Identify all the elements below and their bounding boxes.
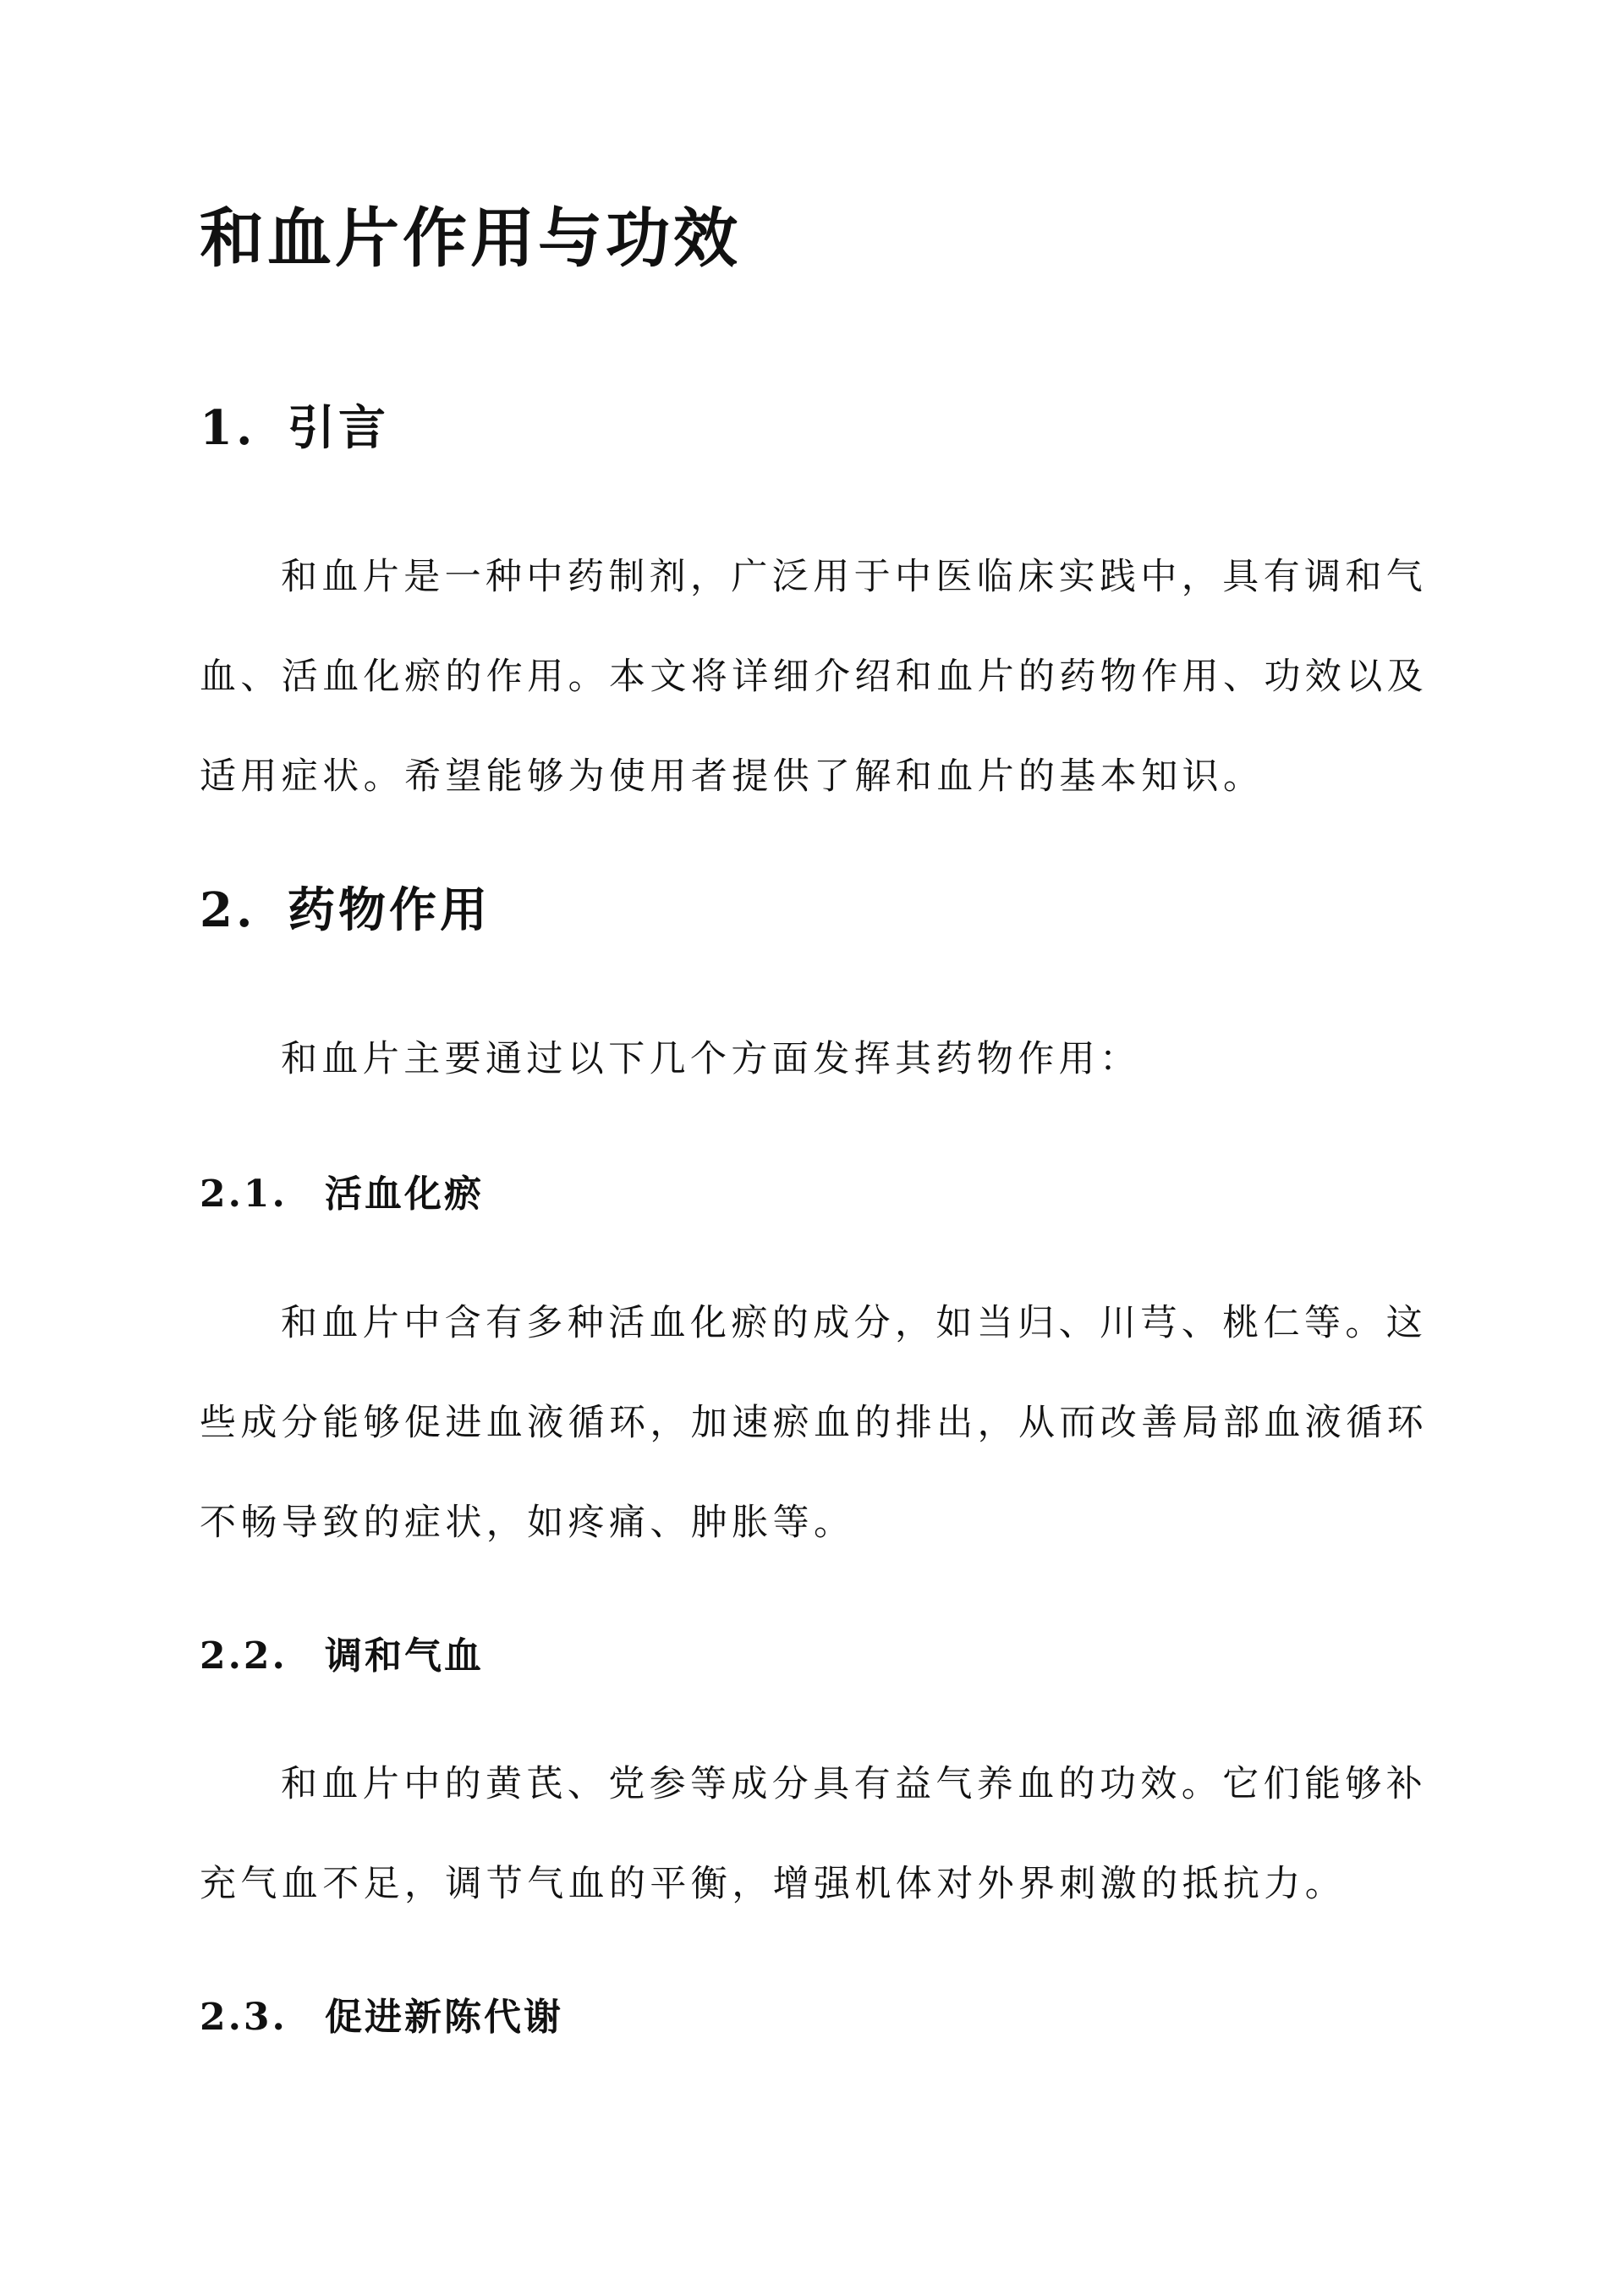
subsection-heading-metabolism	[200, 1991, 563, 2045]
section-number: 2.	[200, 882, 256, 938]
subsection-number: 2.2.	[200, 1634, 288, 1678]
drug-action-intro-paragraph: 和血片主要通过以下几个方面发挥其药物作用：	[281, 1038, 1141, 1080]
subsection-number: 2.1.	[200, 1173, 288, 1216]
subsection-number: 2.3.	[200, 1996, 288, 2039]
section-title: 引言	[288, 400, 389, 456]
subsection-title: 调和气血	[325, 1634, 484, 1678]
qi-blood-harmony-paragraph: 和血片中的黄芪、党参等成分具有益气养血的功效。它们能够补充气血不足，调节气血的平衡，增强机体对外界刺激的抵抗力。	[200, 1763, 1428, 1905]
section-heading-introduction	[200, 394, 389, 462]
subsection-title: 促进新陈代谢	[325, 1996, 563, 2039]
blood-activation-paragraph: 和血片中含有多种活血化瘀的成分，如当归、川芎、桃仁等。这些成分能够促进血液循环，加速瘀血的排出，从而改善局部血液循环不畅导致的症状，如疼痛、肿胀等。	[200, 1302, 1428, 1544]
intro-paragraph: 和血片是一种中药制剂，广泛用于中医临床实践中，具有调和气血、活血化瘀的作用。本文将详细介绍和血片的药物作用、功效以及适用症状。希望能够为使用者提供了解和血片的基本知识。	[200, 556, 1428, 798]
document-title: 和血片作用与功效	[200, 200, 741, 276]
subsection-heading-qi-blood-harmony	[200, 1629, 484, 1684]
subsection-heading-blood-activation	[200, 1167, 484, 1222]
section-heading-drug-action	[200, 876, 491, 944]
subsection-title: 活血化瘀	[325, 1173, 484, 1216]
section-title: 药物作用	[288, 882, 491, 938]
section-number: 1.	[200, 400, 256, 456]
